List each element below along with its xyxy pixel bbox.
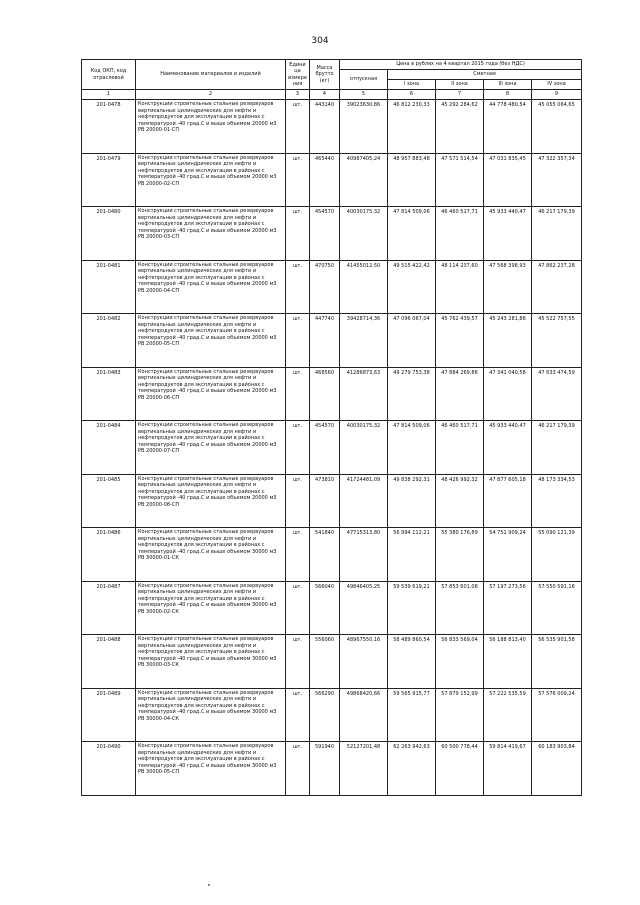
row-release-price: 39023630,86 — [340, 100, 388, 154]
header-zone-4: IV зона — [532, 80, 582, 90]
row-release-price: 40030175,32 — [340, 421, 388, 475]
row-zone-2-price: 48 426 992,32 — [436, 474, 484, 528]
row-zone-1-price: 49 838 292,31 — [388, 474, 436, 528]
table-row — [82, 153, 582, 207]
table-row — [82, 688, 582, 742]
table-row — [82, 100, 582, 154]
column-number: 2 — [136, 90, 286, 100]
table-row — [82, 207, 582, 261]
row-zone-1-price: 56 994 112,21 — [388, 528, 436, 582]
row-unit: шт. — [286, 260, 310, 314]
header-price-group: Цена в рублях на 4 квартал 2015 года (без НДС) — [340, 60, 582, 70]
row-zone-4-price: 55 090 121,39 — [532, 528, 582, 582]
header-zone-1: I зона — [388, 80, 436, 90]
row-mass: 454570 — [310, 207, 340, 261]
row-unit: шт. — [286, 688, 310, 742]
row-unit: шт. — [286, 100, 310, 154]
row-zone-3-price: 47 877 605,18 — [484, 474, 532, 528]
row-zone-4-price: 46 217 179,39 — [532, 421, 582, 475]
row-code: 201-0480 — [82, 207, 136, 261]
row-name: Конструкции строительные стальные резервуаров вертикальных цилиндрических для нефти и нефтепродуктов для эксплуатации в районах с температурой -40 град.С и выше объемом 30000 м3 РВ 30000-04-СК — [136, 688, 286, 742]
row-mass: 566290 — [310, 688, 340, 742]
header-unit: Едини ца измере ния — [286, 60, 310, 90]
row-release-price: 40987405,24 — [340, 153, 388, 207]
row-release-price: 52127201,48 — [340, 742, 388, 796]
row-name: Конструкции строительные стальные резервуаров вертикальных цилиндрических для нефти и нефтепродуктов для эксплуатации в районах с температурой -40 град.С и выше объемом 20000 м3 РВ 20000-02-СП — [136, 153, 286, 207]
row-release-price: 39428714,36 — [340, 314, 388, 368]
row-zone-3-price: 45 933 440,47 — [484, 421, 532, 475]
row-unit: шт. — [286, 153, 310, 207]
row-release-price: 48967550,16 — [340, 635, 388, 689]
row-unit: шт. — [286, 635, 310, 689]
column-number: 4 — [310, 90, 340, 100]
row-mass: 465440 — [310, 153, 340, 207]
row-zone-2-price: 45 762 439,57 — [436, 314, 484, 368]
row-code: 201-0481 — [82, 260, 136, 314]
row-zone-1-price: 47 814 509,06 — [388, 207, 436, 261]
page-number: 304 — [311, 36, 329, 46]
row-zone-4-price: 47 322 357,34 — [532, 153, 582, 207]
row-name: Конструкции строительные стальные резервуаров вертикальных цилиндрических для нефти и нефтепродуктов для эксплуатации в районах с температурой -40 град.С и выше объемом 30000 м3 РВ 30000-01-СК — [136, 528, 286, 582]
row-unit: шт. — [286, 314, 310, 368]
column-number: 1 — [82, 90, 136, 100]
row-code: 201-0490 — [82, 742, 136, 796]
table-row — [82, 421, 582, 475]
row-zone-2-price: 46 460 517,71 — [436, 421, 484, 475]
row-code: 201-0486 — [82, 528, 136, 582]
row-release-price: 47715313,80 — [340, 528, 388, 582]
row-mass: 541840 — [310, 528, 340, 582]
row-mass: 470750 — [310, 260, 340, 314]
table-row — [82, 314, 582, 368]
row-mass: 556060 — [310, 635, 340, 689]
row-code: 201-0484 — [82, 421, 136, 475]
row-unit: шт. — [286, 367, 310, 421]
row-name: Конструкции строительные стальные резервуаров вертикальных цилиндрических для нефти и нефтепродуктов для эксплуатации в районах с температурой -40 град.С и выше объемом 20000 м3 РВ 20000-06-СП — [136, 367, 286, 421]
row-code: 201-0485 — [82, 474, 136, 528]
row-zone-3-price: 45 243 281,86 — [484, 314, 532, 368]
row-zone-3-price: 47 341 040,58 — [484, 367, 532, 421]
row-code: 201-0482 — [82, 314, 136, 368]
row-zone-4-price: 47 862 237,28 — [532, 260, 582, 314]
row-name: Конструкции строительные стальные резервуаров вертикальных цилиндрических для нефти и нефтепродуктов для эксплуатации в районах с температурой -40 град.С и выше объемом 20000 м3 РВ 20000-08-СП — [136, 474, 286, 528]
row-zone-4-price: 57 576 009,24 — [532, 688, 582, 742]
row-name: Конструкции строительные стальные резервуаров вертикальных цилиндрических для нефти и нефтепродуктов для эксплуатации в районах с температурой -40 град.С и выше объемом 30000 м3 РВ 30000-05-СП — [136, 742, 286, 796]
row-zone-2-price: 57 879 152,99 — [436, 688, 484, 742]
row-code: 201-0487 — [82, 581, 136, 635]
column-number: 7 — [436, 90, 484, 100]
row-zone-3-price: 47 568 398,93 — [484, 260, 532, 314]
row-zone-1-price: 62 263 942,63 — [388, 742, 436, 796]
header-code: Код ОКП, код отраслевой — [82, 60, 136, 90]
scan-dot — [208, 884, 210, 886]
table-row — [82, 474, 582, 528]
row-zone-3-price: 45 933 440,47 — [484, 207, 532, 261]
row-zone-3-price: 59 814 419,67 — [484, 742, 532, 796]
row-zone-1-price: 59 565 915,77 — [388, 688, 436, 742]
row-zone-4-price: 47 633 474,59 — [532, 367, 582, 421]
row-release-price: 49868420,66 — [340, 688, 388, 742]
row-zone-3-price: 47 031 835,45 — [484, 153, 532, 207]
row-code: 201-0488 — [82, 635, 136, 689]
row-mass: 447740 — [310, 314, 340, 368]
table-row — [82, 367, 582, 421]
table-body — [82, 100, 582, 796]
row-unit: шт. — [286, 421, 310, 475]
row-name: Конструкции строительные стальные резервуаров вертикальных цилиндрических для нефти и нефтепродуктов для эксплуатации в районах с температурой -40 град.С и выше объемом 20000 м3 РВ 20000-05-СП — [136, 314, 286, 368]
row-zone-4-price: 45 055 064,65 — [532, 100, 582, 154]
row-zone-2-price: 48 114 237,60 — [436, 260, 484, 314]
header-estimate-price: Сметная — [388, 70, 582, 80]
header-name: Наименование материалов и изделий — [136, 60, 286, 90]
row-zone-3-price: 57 197 273,56 — [484, 581, 532, 635]
row-zone-2-price: 46 460 517,71 — [436, 207, 484, 261]
row-release-price: 40030175,32 — [340, 207, 388, 261]
row-zone-2-price: 55 380 176,89 — [436, 528, 484, 582]
row-mass: 566040 — [310, 581, 340, 635]
row-zone-1-price: 58 489 860,54 — [388, 635, 436, 689]
row-zone-2-price: 60 500 778,44 — [436, 742, 484, 796]
row-zone-2-price: 47 884 269,86 — [436, 367, 484, 421]
table-row — [82, 742, 582, 796]
header-release-price: отпускная — [340, 70, 388, 90]
row-release-price: 41455012,50 — [340, 260, 388, 314]
row-code: 201-0483 — [82, 367, 136, 421]
table-row — [82, 528, 582, 582]
row-code: 201-0489 — [82, 688, 136, 742]
row-zone-3-price: 56 188 813,40 — [484, 635, 532, 689]
column-number: 6 — [388, 90, 436, 100]
table-row — [82, 260, 582, 314]
row-unit: шт. — [286, 207, 310, 261]
row-unit: шт. — [286, 581, 310, 635]
row-name: Конструкции строительные стальные резервуаров вертикальных цилиндрических для нефти и нефтепродуктов для эксплуатации в районах с температурой -40 град.С и выше объемом 30000 м3 РВ 30000-02-СК — [136, 581, 286, 635]
row-name: Конструкции строительные стальные резервуаров вертикальных цилиндрических для нефти и нефтепродуктов для эксплуатации в районах с температурой -40 град.С и выше объемом 20000 м3 РВ 20000-04-СП — [136, 260, 286, 314]
row-zone-1-price: 47 814 509,06 — [388, 421, 436, 475]
row-zone-3-price: 44 778 480,54 — [484, 100, 532, 154]
table-row — [82, 581, 582, 635]
row-zone-1-price: 49 279 753,38 — [388, 367, 436, 421]
row-zone-4-price: 60 183 903,84 — [532, 742, 582, 796]
header-zone-3: III зона — [484, 80, 532, 90]
row-name: Конструкции строительные стальные резервуаров вертикальных цилиндрических для нефти и нефтепродуктов для эксплуатации в районах с температурой -40 град.С и выше объемом 20000 м3 РВ 20000-03-СП — [136, 207, 286, 261]
row-release-price: 49846405,25 — [340, 581, 388, 635]
row-mass: 591940 — [310, 742, 340, 796]
row-zone-2-price: 57 853 601,08 — [436, 581, 484, 635]
row-zone-3-price: 57 222 535,59 — [484, 688, 532, 742]
row-zone-1-price: 59 539 619,21 — [388, 581, 436, 635]
row-zone-1-price: 46 812 230,33 — [388, 100, 436, 154]
row-zone-1-price: 47 096 067,04 — [388, 314, 436, 368]
row-zone-4-price: 57 550 591,16 — [532, 581, 582, 635]
row-mass: 468560 — [310, 367, 340, 421]
row-mass: 443140 — [310, 100, 340, 154]
column-number: 9 — [532, 90, 582, 100]
row-unit: шт. — [286, 474, 310, 528]
row-zone-1-price: 49 515 422,42 — [388, 260, 436, 314]
row-zone-4-price: 56 535 901,58 — [532, 635, 582, 689]
price-table — [81, 59, 582, 796]
row-name: Конструкции строительные стальные резервуаров вертикальных цилиндрических для нефти и нефтепродуктов для эксплуатации в районах с температурой -40 град.С и выше объемом 20000 м3 РВ 20000-01-СП — [136, 100, 286, 154]
row-unit: шт. — [286, 742, 310, 796]
row-zone-2-price: 45 292 284,62 — [436, 100, 484, 154]
row-zone-1-price: 48 957 883,48 — [388, 153, 436, 207]
header-zone-2: II зона — [436, 80, 484, 90]
header-mass: Масса брутто (кг) — [310, 60, 340, 90]
row-zone-4-price: 45 522 757,55 — [532, 314, 582, 368]
column-number: 8 — [484, 90, 532, 100]
row-release-price: 41286873,63 — [340, 367, 388, 421]
row-zone-4-price: 46 217 179,39 — [532, 207, 582, 261]
column-number: 3 — [286, 90, 310, 100]
row-unit: шт. — [286, 528, 310, 582]
row-zone-2-price: 47 571 514,54 — [436, 153, 484, 207]
table-row — [82, 635, 582, 689]
row-zone-3-price: 54 751 909,24 — [484, 528, 532, 582]
row-code: 201-0478 — [82, 100, 136, 154]
column-number: 5 — [340, 90, 388, 100]
row-release-price: 41724481,09 — [340, 474, 388, 528]
row-zone-4-price: 48 173 334,53 — [532, 474, 582, 528]
row-mass: 473810 — [310, 474, 340, 528]
row-name: Конструкции строительные стальные резервуаров вертикальных цилиндрических для нефти и нефтепродуктов для эксплуатации в районах с температурой -40 град.С и выше объемом 20000 м3 РВ 20000-07-СП — [136, 421, 286, 475]
row-zone-2-price: 56 833 569,04 — [436, 635, 484, 689]
row-code: 201-0479 — [82, 153, 136, 207]
row-name: Конструкции строительные стальные резервуаров вертикальных цилиндрических для нефти и нефтепродуктов для эксплуатации в районах с температурой -40 град.С и выше объемом 30000 м3 РВ 30000-03-СК — [136, 635, 286, 689]
row-mass: 454570 — [310, 421, 340, 475]
